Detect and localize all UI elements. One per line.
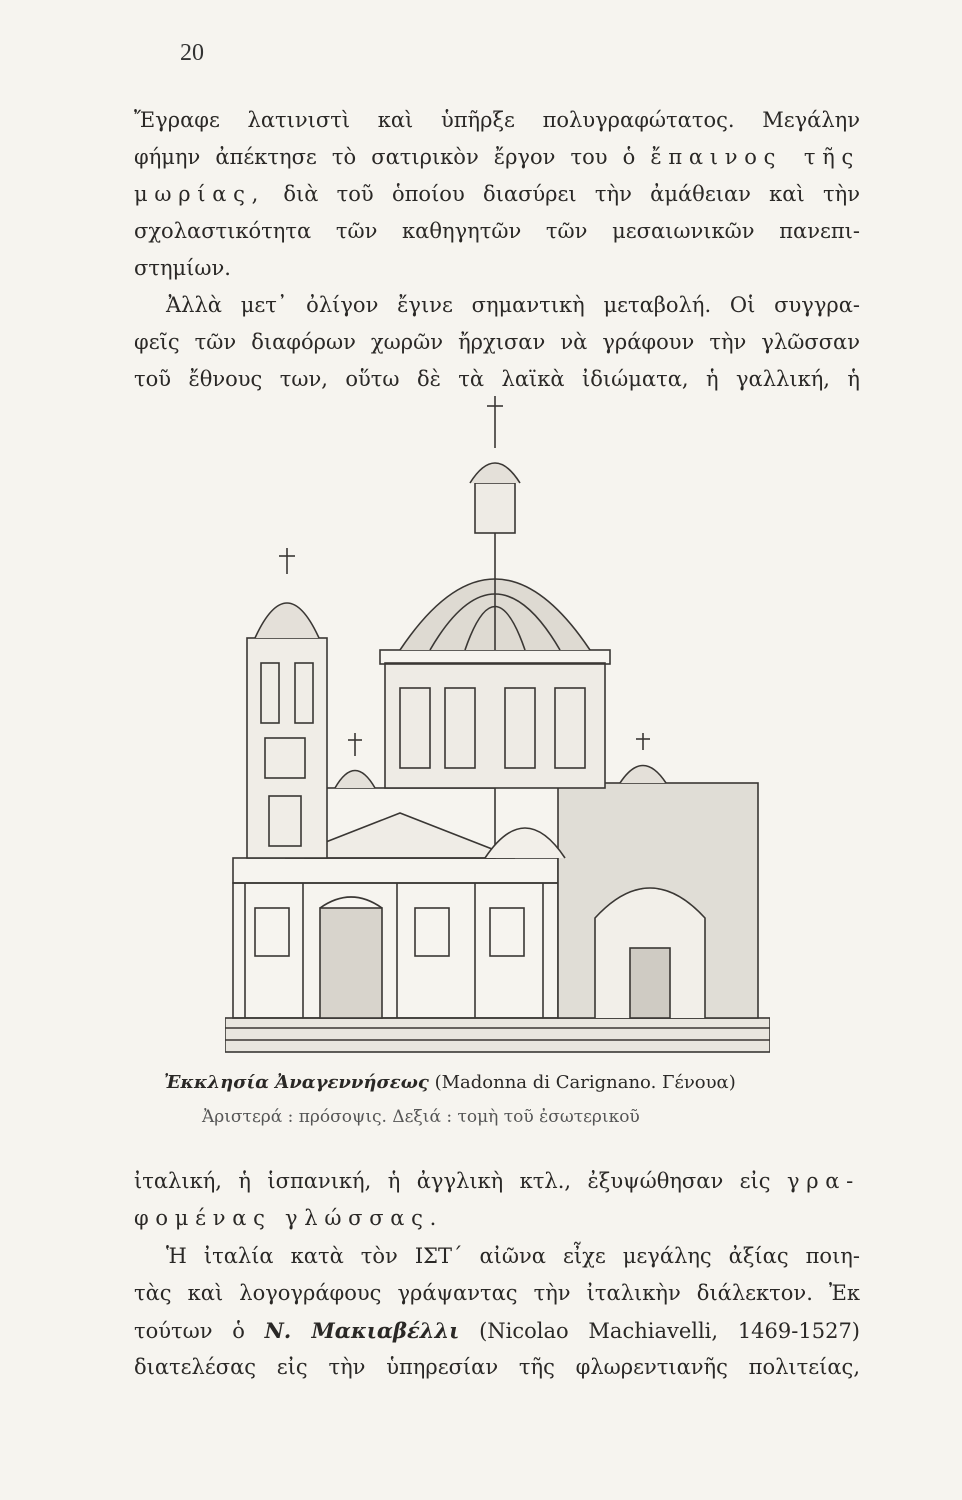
figure-caption: Ἐκκλησία Ἀναγεννήσεως (Madonna di Carignano. Γένουα) [164, 1072, 736, 1093]
text-line: τοῦ ἔθνους των, οὕτω δὲ τὰ λαϊκὰ ἰδιώματα, ἡ γαλλική, ἡ [134, 367, 860, 391]
page-number: 20 [180, 40, 204, 66]
text-line: φήμην ἀπέκτησε τὸ σατιρικὸν ἔργον του ὁ ἔπαινος τῆς [134, 145, 860, 169]
spaced-title: μωρίας, [134, 182, 266, 206]
spaced-title: ἔπαινος τῆς [650, 145, 860, 169]
text-line: τούτων ὁ Ν. Μακιαβέλλι (Nicolao Machiavelli, 1469-1527) [134, 1318, 860, 1343]
text-line: σχολαστικότητα τῶν καθηγητῶν τῶν μεσαιωνικῶν πανεπι- [134, 219, 860, 243]
text-line: φεῖς τῶν διαφόρων χωρῶν ἤρχισαν νὰ γράφουν τὴν γλῶσσαν [134, 330, 860, 354]
paragraph-2 [134, 287, 860, 398]
text-line: ἰταλική, ἡ ἱσπανική, ἡ ἀγγλικὴ κτλ., ἐξυψώθησαν εἰς γρα- [134, 1169, 860, 1193]
text-line: διατελέσας εἰς τὴν ὑπηρεσίαν τῆς φλωρεντιανῆς πολιτείας, [134, 1355, 860, 1379]
text-line: Ἀλλὰ μετ᾽ ὀλίγον ἔγινε σημαντικὴ μεταβολή. Οἱ συγγρα- [166, 293, 860, 317]
figure-subcaption: Ἀριστερά : πρόσοψις. Δεξιά : τομὴ τοῦ ἐσωτερικοῦ [202, 1107, 640, 1127]
text-line: Ἡ ἰταλία κατὰ τὸν ΙΣΤ´ αἰῶνα εἶχε μεγάλης ἀξίας ποιη- [166, 1244, 860, 1268]
text-line: στημίων. [134, 256, 231, 280]
church-illustration [225, 388, 770, 1070]
text-line: Ἔγραφε λατινιστὶ καὶ ὑπῆρξε πολυγραφώτατος. Μεγάλην [134, 108, 860, 132]
spaced-title: γρα- [786, 1169, 860, 1193]
paragraph-4 [134, 1238, 860, 1386]
text-line: μωρίας, διὰ τοῦ ὁποίου διασύρει τὴν ἀμάθειαν καὶ τὴν [134, 182, 860, 206]
paragraph-1 [134, 102, 860, 287]
author-name: Ν. Μακιαβέλλι [264, 1318, 460, 1343]
text-line: φομένας γλώσσας. [134, 1206, 444, 1230]
text-line: τὰς καὶ λογογράφους γράψαντας τὴν ἰταλικὴν διάλεκτον. Ἐκ [134, 1281, 860, 1305]
paragraph-3 [134, 1163, 860, 1237]
